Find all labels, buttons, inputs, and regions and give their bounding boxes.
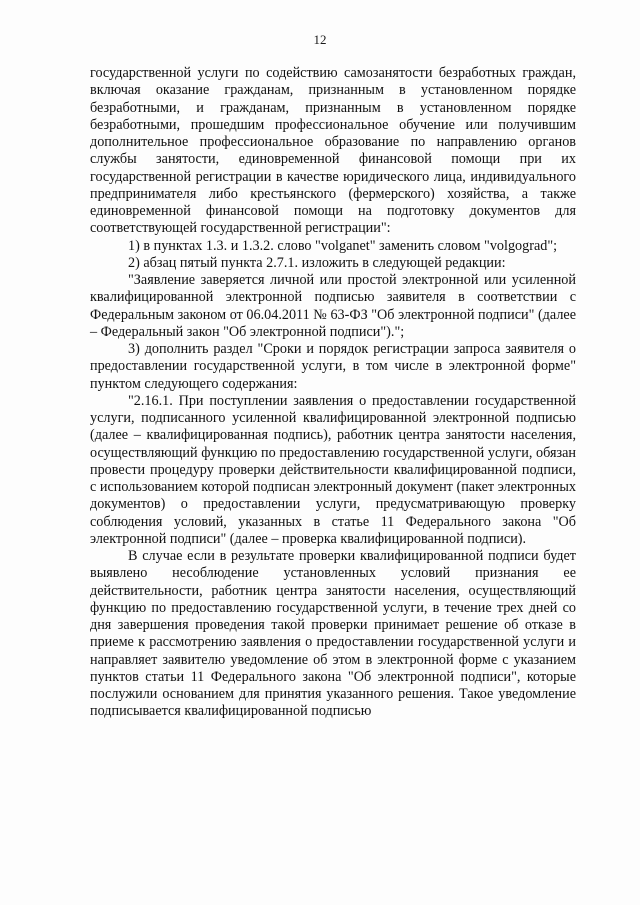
paragraph-quote-application: "Заявление заверяется личной или простой электронной или усиленной квалифицированной электронной подписью заявителя в соответствии с Федеральным законом от 06.04.2011 № 63-ФЗ "Об электронной подписи" (далее – Федеральный закон "Об электронной подписи").";	[90, 272, 576, 340]
paragraph-clause-2-16-1: "2.16.1. При поступлении заявления о предоставлении государственной услуги, подписанного усиленной квалифицированной электронной подписью (далее – квалифицированная подпись), работник центра занятости населения, осуществляющий функцию по предоставлению государственной услуги, обязан провести процедуру проверки действительности квалифицированной подписи, с использованием которой подписан электронный документ (пакет электронных документов) о предоставлении услуги, предусматривающую проверку соблюдения условий, указанных в статье 11 Федерального закона "Об электронной подписи" (далее – проверка квалифицированной подписи).	[90, 392, 576, 547]
paragraph-verification-failure: В случае если в результате проверки квалифицированной подписи будет выявлено несоблюдение установленных условий признания ее действительности, работник центра занятости населения, осуществляющий функцию по предоставлению государственной услуги, в течение трех дней со дня завершения проведения такой проверки принимает решение об отказе в приеме к рассмотрению заявления о предоставлении государственной услуги и направляет заявителю уведомление об этом в электронной форме с указанием пунктов статьи 11 Федерального закона "Об электронной подписи", которые послужили основанием для принятия указанного решения. Такое уведомление подписывается квалифицированной подписью	[90, 548, 576, 720]
document-body	[90, 65, 576, 721]
paragraph-continuation: государственной услуги по содействию самозанятости безработных граждан, включая оказание гражданам, признанным в установленном порядке безработными, и гражданам, признанным в установленном порядке безработными, прошедшим профессиональное обучение или получившим дополнительное профессиональное образование по направлению органов службы занятости, единовременной финансовой помощи при их государственной регистрации в качестве юридического лица, индивидуального предпринимателя либо крестьянского (фермерского) хозяйства, а также единовременной финансовой помощи на подготовку документов для соответствующей государственной регистрации":	[90, 65, 576, 237]
paragraph-item-1: 1) в пунктах 1.3. и 1.3.2. слово "volganet" заменить словом "volgograd";	[128, 237, 558, 254]
page-number: 12	[313, 32, 327, 47]
paragraph-item-2: 2) абзац пятый пункта 2.7.1. изложить в следующей редакции:	[128, 254, 506, 271]
paragraph-item-3: 3) дополнить раздел "Сроки и порядок регистрации запроса заявителя о предоставлении государственной услуги, в том числе в электронной форме" пунктом следующего содержания:	[90, 341, 576, 392]
